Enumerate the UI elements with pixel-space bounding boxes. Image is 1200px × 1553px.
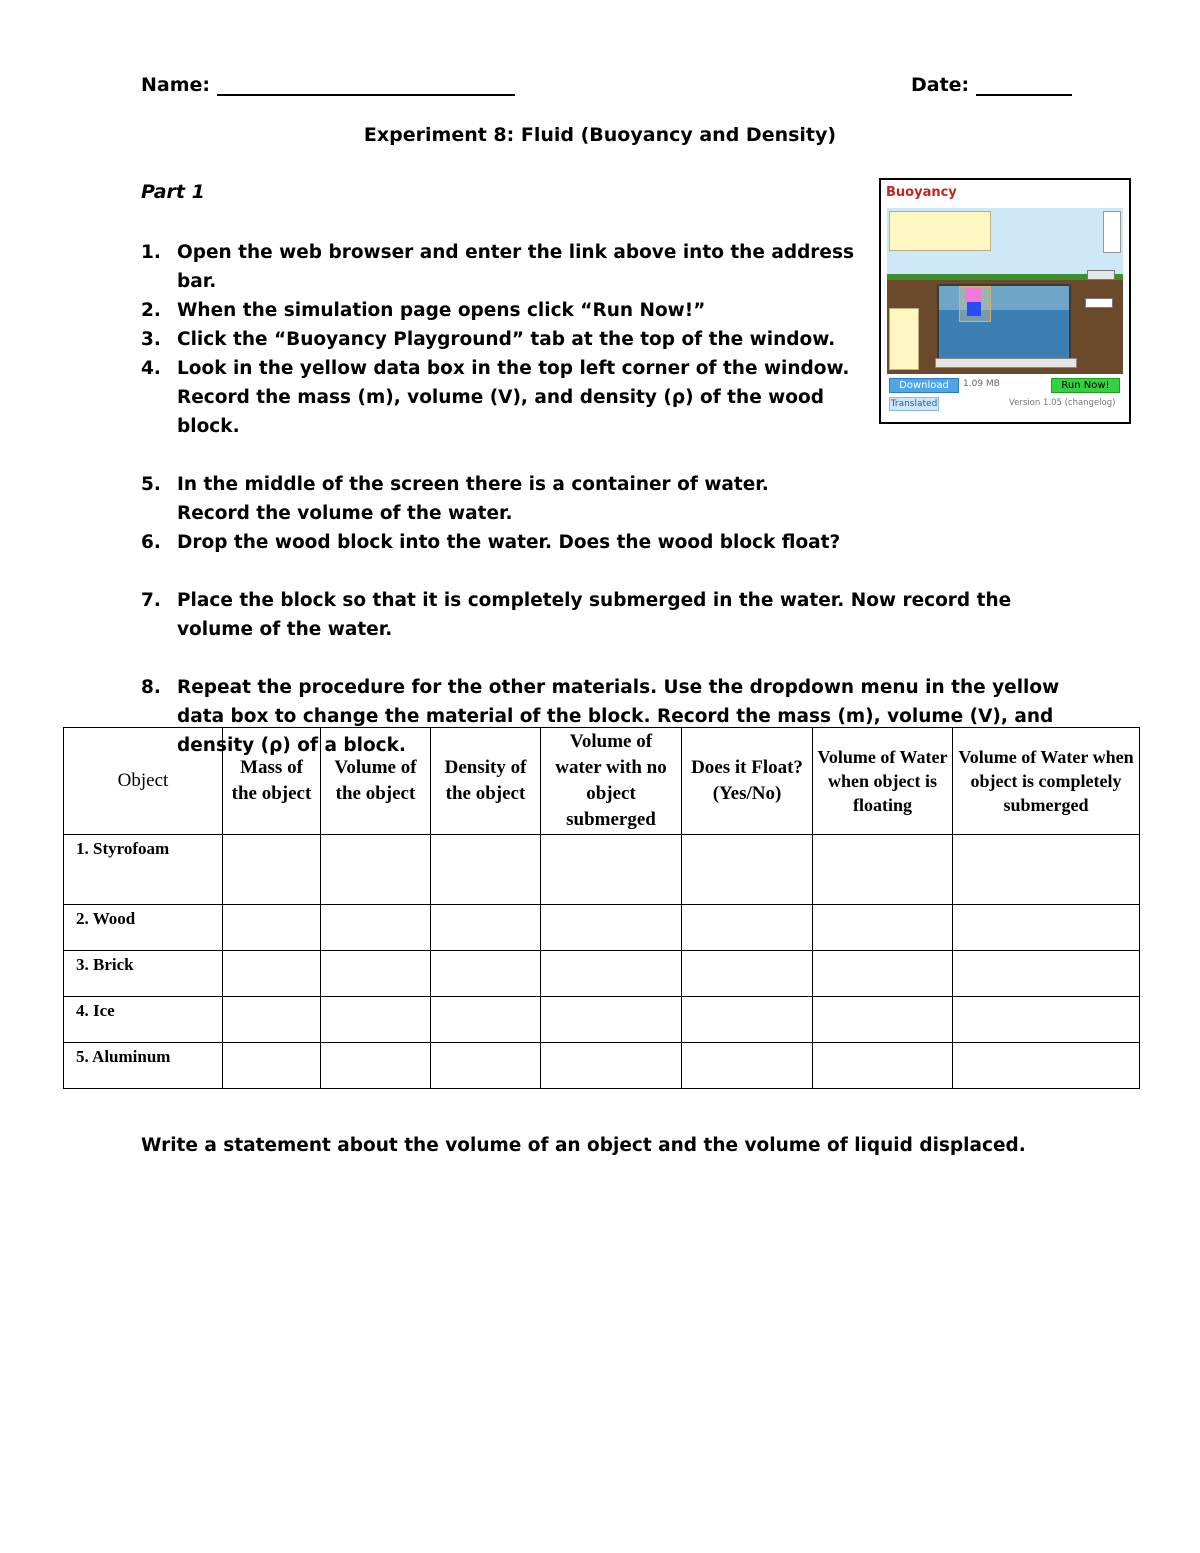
step-item: 8. Repeat the procedure for the other materials. Use the dropdown menu in the yellow data box to change the material of the block. Record the mass (m), volume (V), and density (ρ) of a block. — [141, 677, 1060, 756]
column-header: Mass of the object — [223, 728, 321, 835]
data-table — [63, 727, 1140, 1089]
column-header: Volume of Water when object is completely submerged — [953, 728, 1140, 835]
table-cell[interactable] — [813, 835, 953, 905]
version-text: Version 1.05 (changelog) — [1009, 398, 1116, 408]
table-cell[interactable] — [321, 835, 431, 905]
name-field[interactable] — [141, 74, 515, 96]
date-blank[interactable] — [976, 76, 1072, 96]
step-gap — [141, 441, 1071, 470]
step-item: 6. Drop the wood block into the water. Does the wood block float? — [141, 532, 841, 553]
document-title: Experiment 8: Fluid (Buoyancy and Density) — [363, 124, 837, 146]
table-row — [64, 905, 1140, 951]
date-label: Date: — [911, 74, 970, 96]
row-label: 4. Ice — [64, 997, 223, 1043]
simulation-scene — [887, 208, 1123, 374]
table-cell[interactable] — [953, 951, 1140, 997]
table-cell[interactable] — [223, 951, 321, 997]
table-cell[interactable] — [223, 835, 321, 905]
column-header: Does it Float? (Yes/No) — [682, 728, 813, 835]
simulation-title: Buoyancy — [886, 185, 957, 200]
table-cell[interactable] — [321, 951, 431, 997]
table-cell[interactable] — [953, 997, 1140, 1043]
table-row — [64, 835, 1140, 905]
table-cell[interactable] — [431, 1043, 541, 1089]
part-heading: Part 1 — [141, 181, 205, 203]
table-cell[interactable] — [541, 951, 682, 997]
table-cell[interactable] — [541, 835, 682, 905]
table-cell[interactable] — [431, 905, 541, 951]
table-cell[interactable] — [682, 951, 813, 997]
table-cell[interactable] — [223, 997, 321, 1043]
table-cell[interactable] — [541, 1043, 682, 1089]
column-header: Density of the object — [431, 728, 541, 835]
table-cell[interactable] — [431, 835, 541, 905]
step-item: 1. Open the web browser and enter the link above into the address bar. — [141, 242, 855, 292]
blue-block-shape — [967, 302, 981, 316]
table-row — [64, 951, 1140, 997]
step-item: 7. Place the block so that it is completely submerged in the water. Now record the volume of the water. — [141, 590, 1012, 640]
row-label: 3. Brick — [64, 951, 223, 997]
table-cell[interactable] — [682, 905, 813, 951]
table-cell[interactable] — [813, 905, 953, 951]
name-blank[interactable] — [217, 76, 515, 96]
table-cell[interactable] — [813, 951, 953, 997]
table-cell[interactable] — [431, 951, 541, 997]
table-cell[interactable] — [953, 835, 1140, 905]
table-cell[interactable] — [321, 1043, 431, 1089]
table-cell[interactable] — [321, 905, 431, 951]
step-item: 2. When the simulation page opens click “Run Now!” — [141, 300, 706, 321]
table-cell[interactable] — [953, 1043, 1140, 1089]
table-row — [64, 1043, 1140, 1089]
right-control-panel — [1103, 211, 1121, 253]
table-cell[interactable] — [682, 835, 813, 905]
table-row — [64, 997, 1140, 1043]
statement-prompt: Write a statement about the volume of an object and the volume of liquid displaced. — [141, 1135, 1026, 1156]
table-cell[interactable] — [223, 905, 321, 951]
step-gap — [141, 557, 1071, 586]
shelf-shape — [1087, 270, 1115, 280]
table-cell[interactable] — [541, 997, 682, 1043]
table-cell[interactable] — [321, 997, 431, 1043]
table-cell[interactable] — [682, 997, 813, 1043]
table-cell[interactable] — [541, 905, 682, 951]
readout-shape — [1085, 298, 1113, 308]
run-now-button: Run Now! — [1051, 378, 1120, 393]
row-label: 2. Wood — [64, 905, 223, 951]
step-item: 5. In the middle of the screen there is a container of water. Record the volume of the water. — [141, 474, 769, 524]
date-field[interactable] — [911, 74, 1072, 96]
side-control-panel — [889, 308, 919, 370]
row-label: 1. Styrofoam — [64, 835, 223, 905]
column-header: Object — [64, 728, 223, 835]
slider-bar — [935, 358, 1077, 368]
table-cell[interactable] — [813, 1043, 953, 1089]
column-header: Volume of water with no object submerged — [541, 728, 682, 835]
column-header: Volume of the object — [321, 728, 431, 835]
table-cell[interactable] — [223, 1043, 321, 1089]
row-label: 5. Aluminum — [64, 1043, 223, 1089]
table-cell[interactable] — [953, 905, 1140, 951]
name-label: Name: — [141, 74, 211, 96]
step-item: 3. Click the “Buoyancy Playground” tab at the top of the window. — [141, 329, 836, 350]
step-item: 4. Look in the yellow data box in the top left corner of the window. Record the mass (m), volume (V), and density (ρ) of the wood block. — [141, 358, 850, 437]
download-button: Download — [889, 378, 959, 393]
file-size: 1.09 MB — [963, 379, 1000, 389]
water-tank — [937, 284, 1071, 368]
pink-block-shape — [965, 288, 981, 302]
column-header: Volume of Water when object is floating — [813, 728, 953, 835]
table-cell[interactable] — [682, 1043, 813, 1089]
table-cell[interactable] — [431, 997, 541, 1043]
table-cell[interactable] — [813, 997, 953, 1043]
translated-button: Translated — [890, 399, 938, 409]
step-gap — [141, 644, 1071, 673]
yellow-data-box — [889, 211, 991, 251]
simulation-thumbnail — [879, 178, 1131, 424]
table-header-row — [64, 728, 1140, 835]
